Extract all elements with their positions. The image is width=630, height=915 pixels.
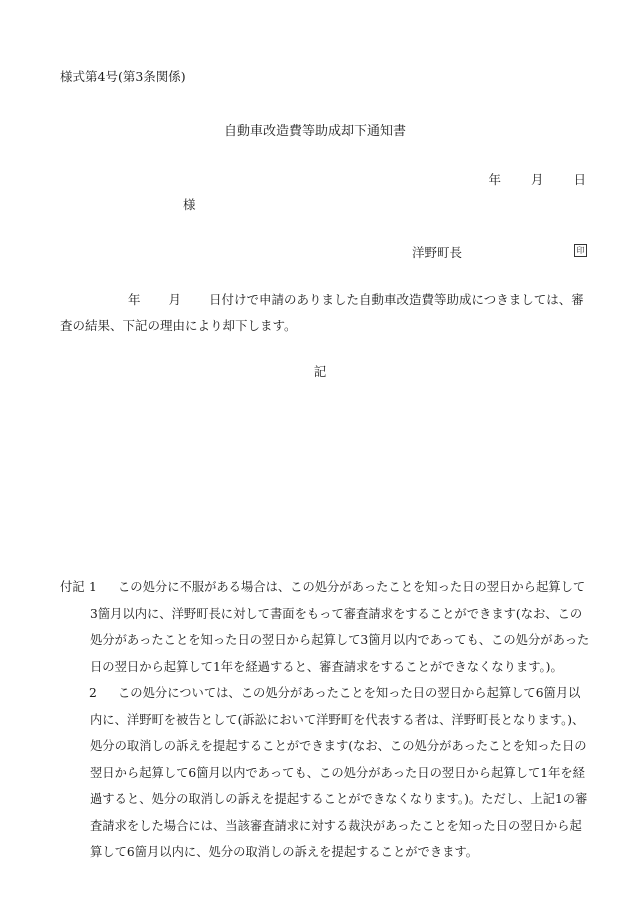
- body-month-label: 月: [168, 292, 182, 307]
- issuer-block: [412, 243, 587, 261]
- date-year-label: 年: [488, 172, 501, 187]
- ki-heading: 記: [313, 364, 327, 379]
- recipient-honorific: 様: [183, 197, 196, 212]
- date-line: [488, 170, 586, 188]
- note-number: 1: [89, 580, 97, 594]
- issuer-name: 洋野町長: [412, 245, 463, 260]
- note-number: 2: [89, 686, 97, 700]
- form-number: 様式第4号(第3条関係): [60, 69, 186, 84]
- date-month-label: 月: [530, 172, 544, 187]
- notes-section: [60, 574, 590, 866]
- notes-label: 付記: [60, 580, 85, 594]
- note-item: [60, 680, 590, 866]
- document-title: 自動車改造費等助成却下通知書: [223, 124, 406, 139]
- seal-mark: 印: [574, 244, 587, 257]
- note-item: [60, 574, 590, 680]
- body-text: 日付けで申請のありました自動車改造費等助成につきましては、審査の結果、下記の理由により却下します。: [60, 292, 584, 333]
- body-year-label: 年: [128, 292, 141, 307]
- note-text: この処分については、この処分があったことを知った日の翌日から起算して6箇月以内に、洋野町を被告として(訴訟において洋野町を代表する者は、洋野町長となります。)、処分の取消しの訴えを提起することができます(なお、この処分があったことを知った日の翌日から起算して6箇月以内であっても、この処分があった日の翌日から起算して1年を経過すると、処分の取消しの訴えを提起することができなくなります。)。ただし、上記1の審査請求をした場合には、当該審査請求に対する裁決があったことを知った日の翌日から起算して6箇月以内に、処分の取消しの訴えを提起することができます。: [90, 686, 588, 859]
- date-day-label: 日: [573, 172, 586, 187]
- note-text: この処分に不服がある場合は、この処分があったことを知った日の翌日から起算して3箇月以内に、洋野町長に対して書面をもって審査請求をすることができます(なお、この処分があったことを知った日の翌日から起算して3箇月以内であっても、この処分があった日の翌日から起算して1年を経過すると、審査請求をすることができなくなります。)。: [90, 580, 590, 674]
- notice-body: [60, 287, 588, 339]
